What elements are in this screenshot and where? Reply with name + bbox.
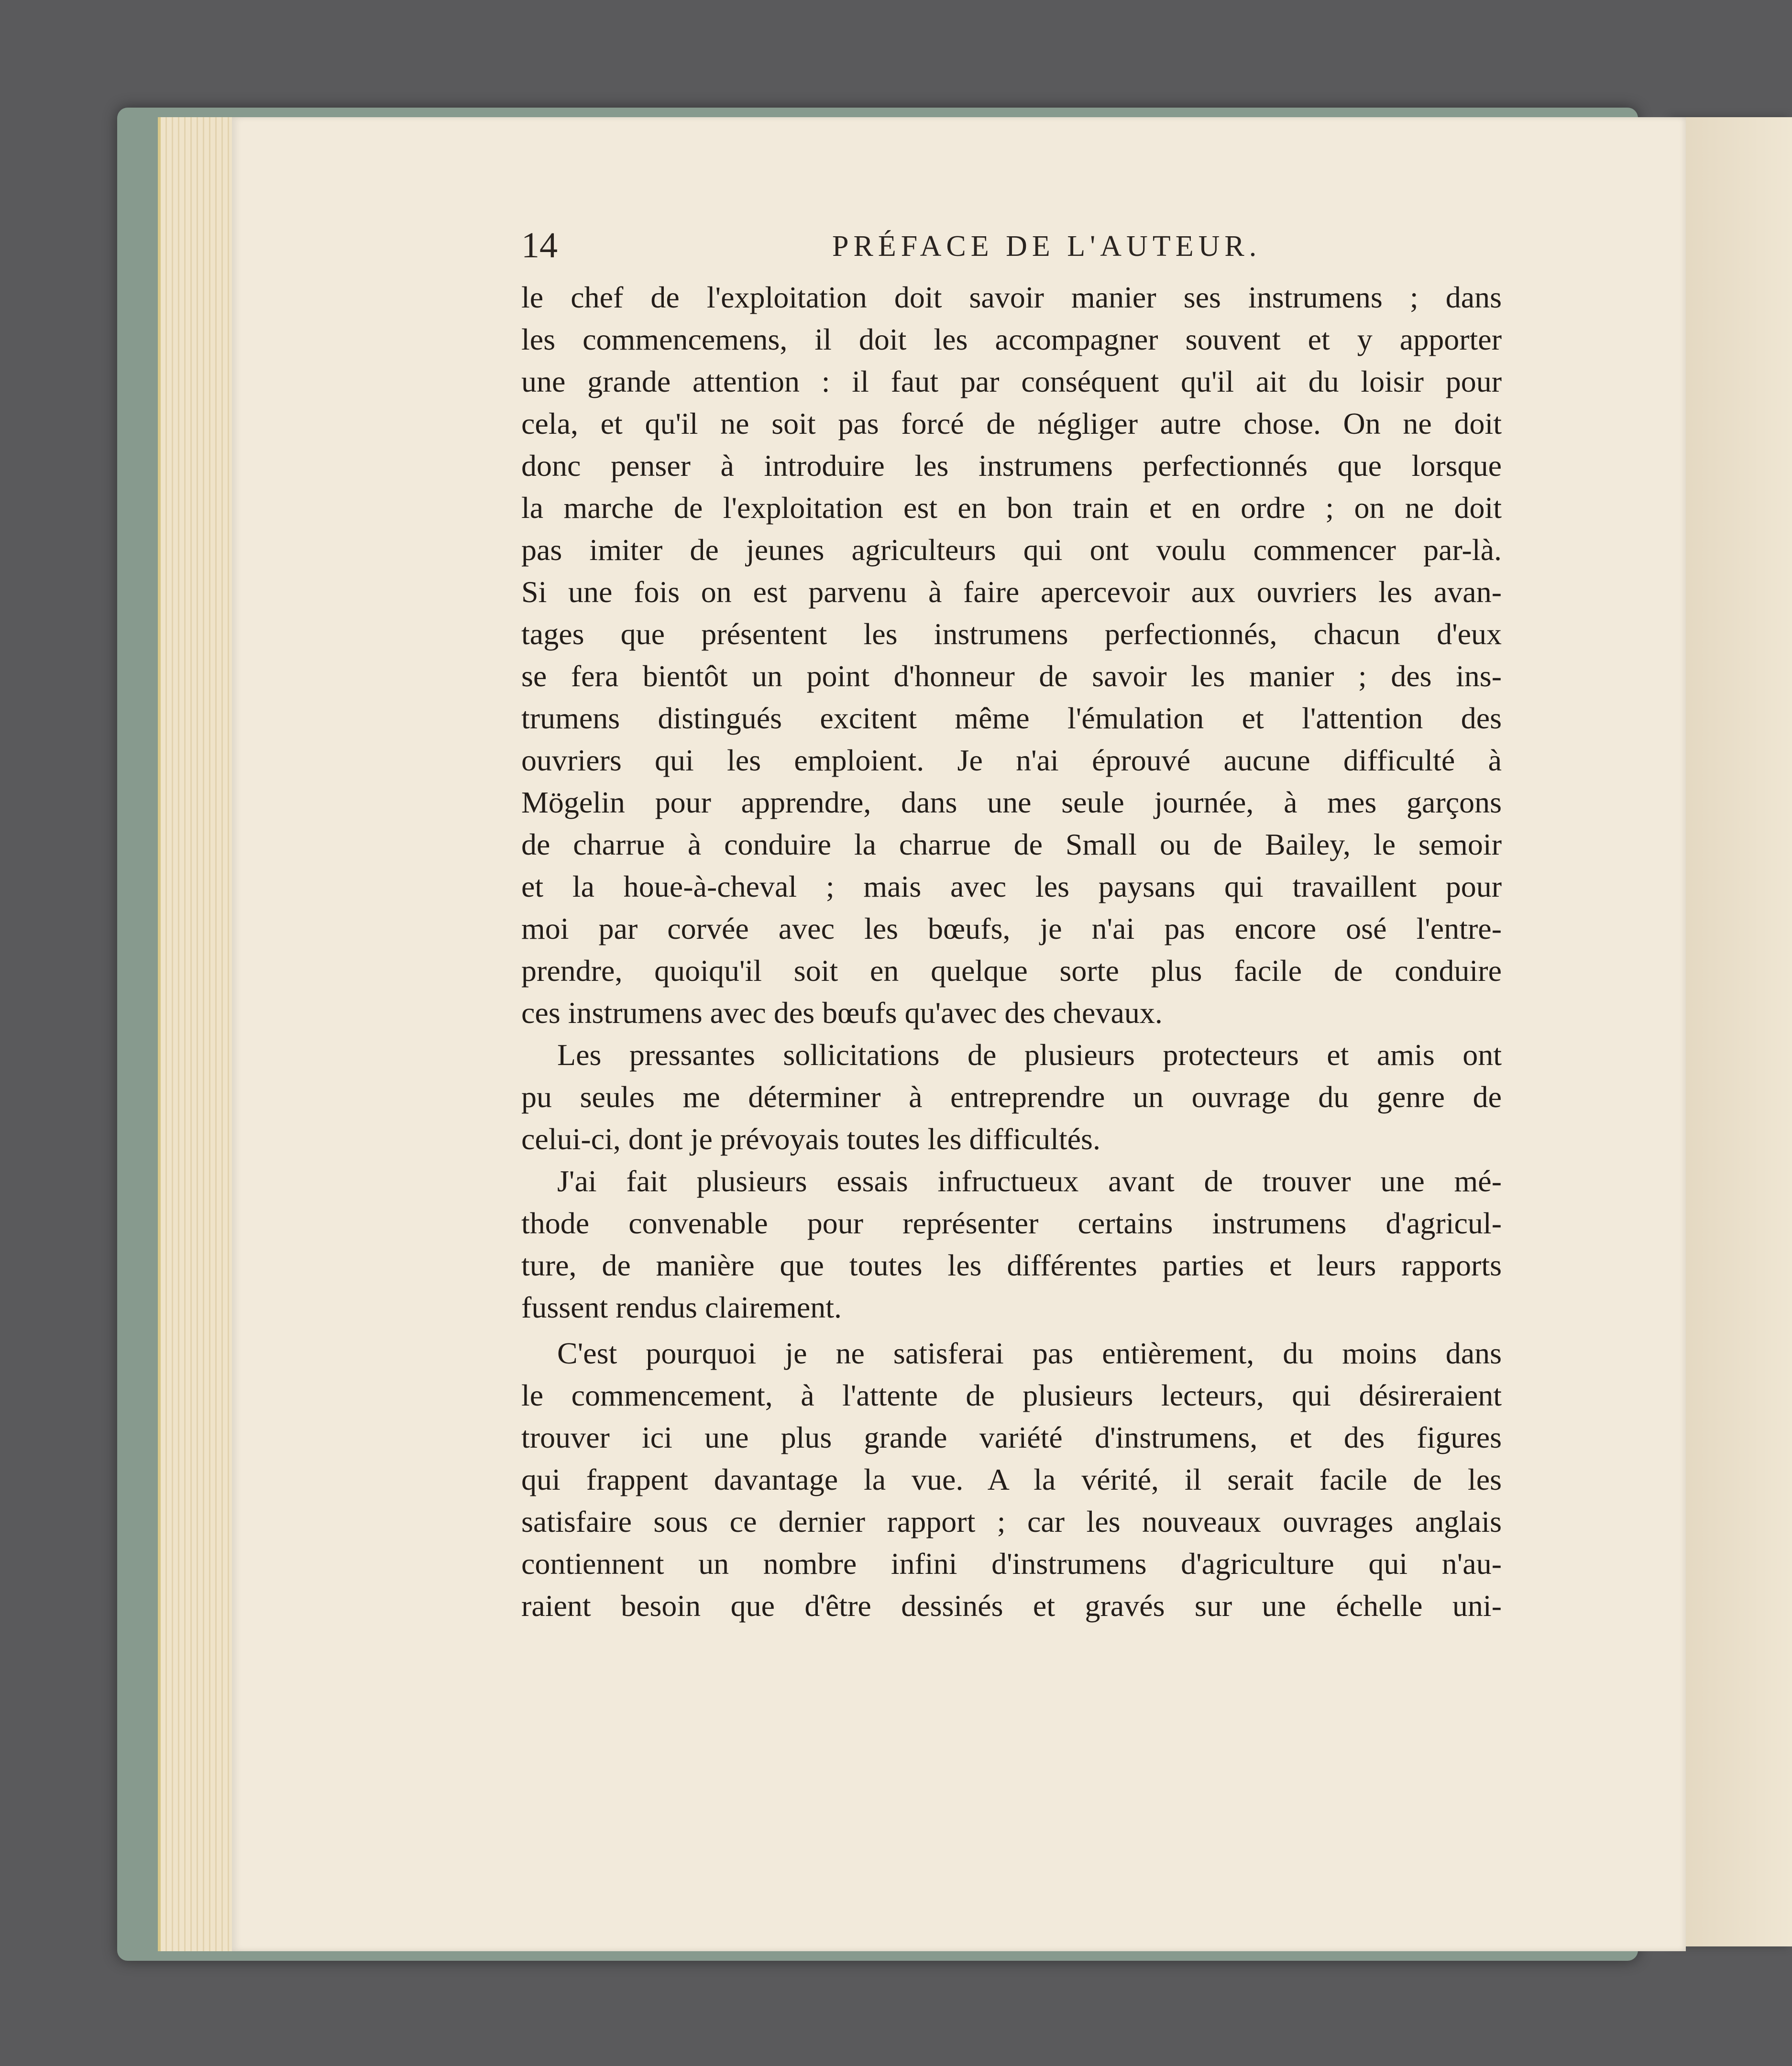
- text-line: raient besoin que d'être dessinés et gravés sur une échelle uni-: [521, 1589, 1502, 1623]
- text-line: ces instrumens avec des bœufs qu'avec des chevaux.: [521, 996, 1163, 1030]
- text-line: Les pressantes sollicitations de plusieurs protecteurs et amis ont: [557, 1038, 1502, 1072]
- text-line: C'est pourquoi je ne satisferai pas entièrement, du moins dans: [557, 1336, 1502, 1370]
- text-line: trouver ici une plus grande variété d'instrumens, et des figures: [521, 1420, 1502, 1454]
- text-line: Mögelin pour apprendre, dans une seule journée, à mes garçons: [521, 785, 1502, 819]
- page-header: [521, 225, 1502, 277]
- text-line: fussent rendus clairement.: [521, 1290, 842, 1324]
- text-line: donc penser à introduire les instrumens perfectionnés que lorsque: [521, 449, 1502, 483]
- text-line: de charrue à conduire la charrue de Small ou de Bailey, le semoir: [521, 827, 1502, 861]
- page-number: 14: [521, 225, 558, 265]
- text-line: se fera bientôt un point d'honneur de savoir les manier ; des ins-: [521, 659, 1502, 693]
- text-line: pu seules me déterminer à entreprendre un ouvrage du genre de: [521, 1080, 1502, 1114]
- text-line: pas imiter de jeunes agriculteurs qui ont voulu commencer par-là.: [521, 533, 1502, 567]
- text-line: le chef de l'exploitation doit savoir manier ses instrumens ; dans: [521, 280, 1502, 314]
- text-line: thode convenable pour représenter certains instrumens d'agricul-: [521, 1206, 1502, 1240]
- paragraph-gap: [521, 1329, 1502, 1332]
- text-line: prendre, quoiqu'il soit en quelque sorte plus facile de conduire: [521, 954, 1502, 988]
- text-line: trumens distingués excitent même l'émulation et l'attention des: [521, 701, 1502, 735]
- text-line: qui frappent davantage la vue. A la vérité, il serait facile de les: [521, 1462, 1502, 1496]
- text-line: et la houe-à-cheval ; mais avec les paysans qui travaillent pour: [521, 869, 1502, 903]
- text-line: J'ai fait plusieurs essais infructueux avant de trouver une mé-: [557, 1164, 1502, 1198]
- text-line: celui-ci, dont je prévoyais toutes les difficultés.: [521, 1122, 1100, 1156]
- text-line: les commencemens, il doit les accompagner souvent et y apporter: [521, 322, 1502, 356]
- text-line: tages que présentent les instrumens perfectionnés, chacun d'eux: [521, 617, 1502, 651]
- text-line: Si une fois on est parvenu à faire apercevoir aux ouvriers les avan-: [521, 575, 1502, 609]
- text-line: ture, de manière que toutes les différentes parties et leurs rapports: [521, 1248, 1502, 1282]
- text-line: la marche de l'exploitation est en bon train et en ordre ; on ne doit: [521, 491, 1502, 525]
- text-line: cela, et qu'il ne soit pas forcé de négliger autre chose. On ne doit: [521, 407, 1502, 440]
- body-text: [521, 276, 1502, 1627]
- running-title: PRÉFACE DE L'AUTEUR.: [832, 230, 1262, 263]
- text-line: le commencement, à l'attente de plusieurs lecteurs, qui désireraient: [521, 1378, 1502, 1412]
- text-line: une grande attention : il faut par conséquent qu'il ait du loisir pour: [521, 364, 1502, 398]
- text-line: ouvriers qui les emploient. Je n'ai éprouvé aucune difficulté à: [521, 743, 1502, 777]
- text-line: contiennent un nombre infini d'instrumens d'agriculture qui n'au-: [521, 1547, 1502, 1581]
- next-page-edge: [1674, 117, 1792, 1946]
- text-line: satisfaire sous ce dernier rapport ; car les nouveaux ouvrages anglais: [521, 1505, 1502, 1539]
- text-line: moi par corvée avec les bœufs, je n'ai pas encore osé l'entre-: [521, 912, 1502, 945]
